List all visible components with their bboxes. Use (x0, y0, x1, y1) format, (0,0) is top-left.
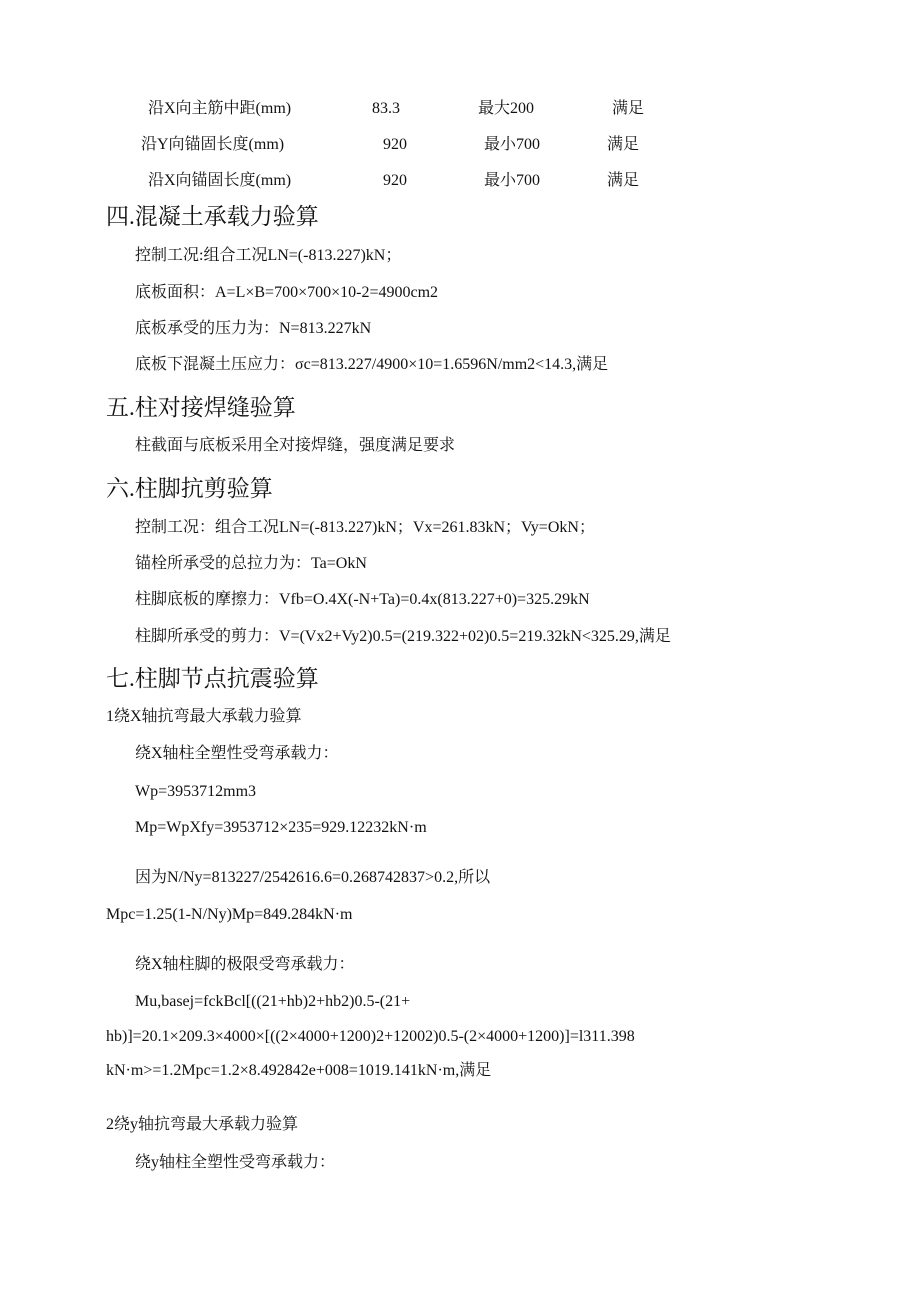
table-cell-limit: 最小700 (484, 136, 541, 153)
table-cell-result: 满足 (607, 136, 640, 153)
table-cell-result: 满足 (612, 100, 645, 117)
paragraph-line: 底板下混凝土压应力：σc=813.227/4900×10=1.6596N/mm2<14.3,满足 (135, 356, 609, 373)
paragraph-line: 锚栓所承受的总拉力为：Ta=OkN (135, 555, 367, 572)
table-cell-value: 920 (383, 172, 407, 189)
paragraph-line: 控制工况:组合工况LN=(-813.227)kN； (135, 247, 402, 264)
table-cell-value: 83.3 (372, 100, 400, 117)
paragraph-line: Mpc=1.25(1-N/Ny)Mp=849.284kN·m (106, 906, 353, 923)
paragraph-line: kN·m>=1.2Mpc=1.2×8.492842e+008=1019.141kN·m,满足 (106, 1062, 492, 1079)
subsection-title: 1绕X轴抗弯最大承载力验算 (106, 708, 302, 725)
subsection-title: 2绕y轴抗弯最大承载力验算 (106, 1116, 299, 1133)
table-cell-limit: 最大200 (478, 100, 535, 117)
paragraph-line: 柱截面与底板采用全对接焊缝，强度满足要求 (135, 437, 456, 454)
paragraph-line: 绕y轴柱全塑性受弯承载力： (135, 1154, 336, 1171)
paragraph-line: 柱脚所承受的剪力：V=(Vx2+Vy2)0.5=(219.322+02)0.5=219.32kN<325.29,满足 (135, 628, 671, 645)
paragraph-line: 柱脚底板的摩擦力：Vfb=O.4X(-N+Ta)=0.4x(813.227+0)=325.29kN (135, 591, 590, 608)
paragraph-line: 控制工况：组合工况LN=(-813.227)kN；Vx=261.83kN；Vy=OkN； (135, 519, 595, 536)
table-cell-item: 沿X向主筋中距(mm) (148, 100, 292, 117)
table-cell-item: 沿Y向锚固长度(mm) (141, 136, 285, 153)
paragraph-line: Wp=3953712mm3 (135, 783, 257, 800)
table-cell-limit: 最小700 (484, 172, 541, 189)
table-cell-value: 920 (383, 136, 407, 153)
paragraph-line: 底板承受的压力为：N=813.227kN (135, 320, 372, 337)
paragraph-line: Mu,basej=fckBcl[((21+hb)2+hb2)0.5-(21+ (135, 993, 411, 1010)
table-cell-item: 沿X向锚固长度(mm) (148, 172, 292, 189)
section-heading: 五.柱对接焊缝验算 (106, 395, 296, 420)
section-heading: 四.混凝土承载力验算 (106, 204, 319, 229)
paragraph-line: Mp=WpXfy=3953712×235=929.12232kN·m (135, 819, 427, 836)
paragraph-line: 底板面积：A=L×B=700×700×10-2=4900cm2 (135, 284, 439, 301)
paragraph-line: 因为N/Ny=813227/2542616.6=0.268742837>0.2,所以 (135, 869, 491, 886)
section-heading: 六.柱脚抗剪验算 (106, 476, 273, 501)
paragraph-line: hb)]=20.1×209.3×4000×[((2×4000+1200)2+12002)0.5-(2×4000+1200)]=l311.398 (106, 1028, 635, 1045)
paragraph-line: 绕X轴柱全塑性受弯承载力： (135, 745, 339, 762)
table-cell-result: 满足 (607, 172, 640, 189)
section-heading: 七.柱脚节点抗震验算 (106, 666, 319, 691)
paragraph-line: 绕X轴柱脚的极限受弯承载力： (135, 956, 355, 973)
